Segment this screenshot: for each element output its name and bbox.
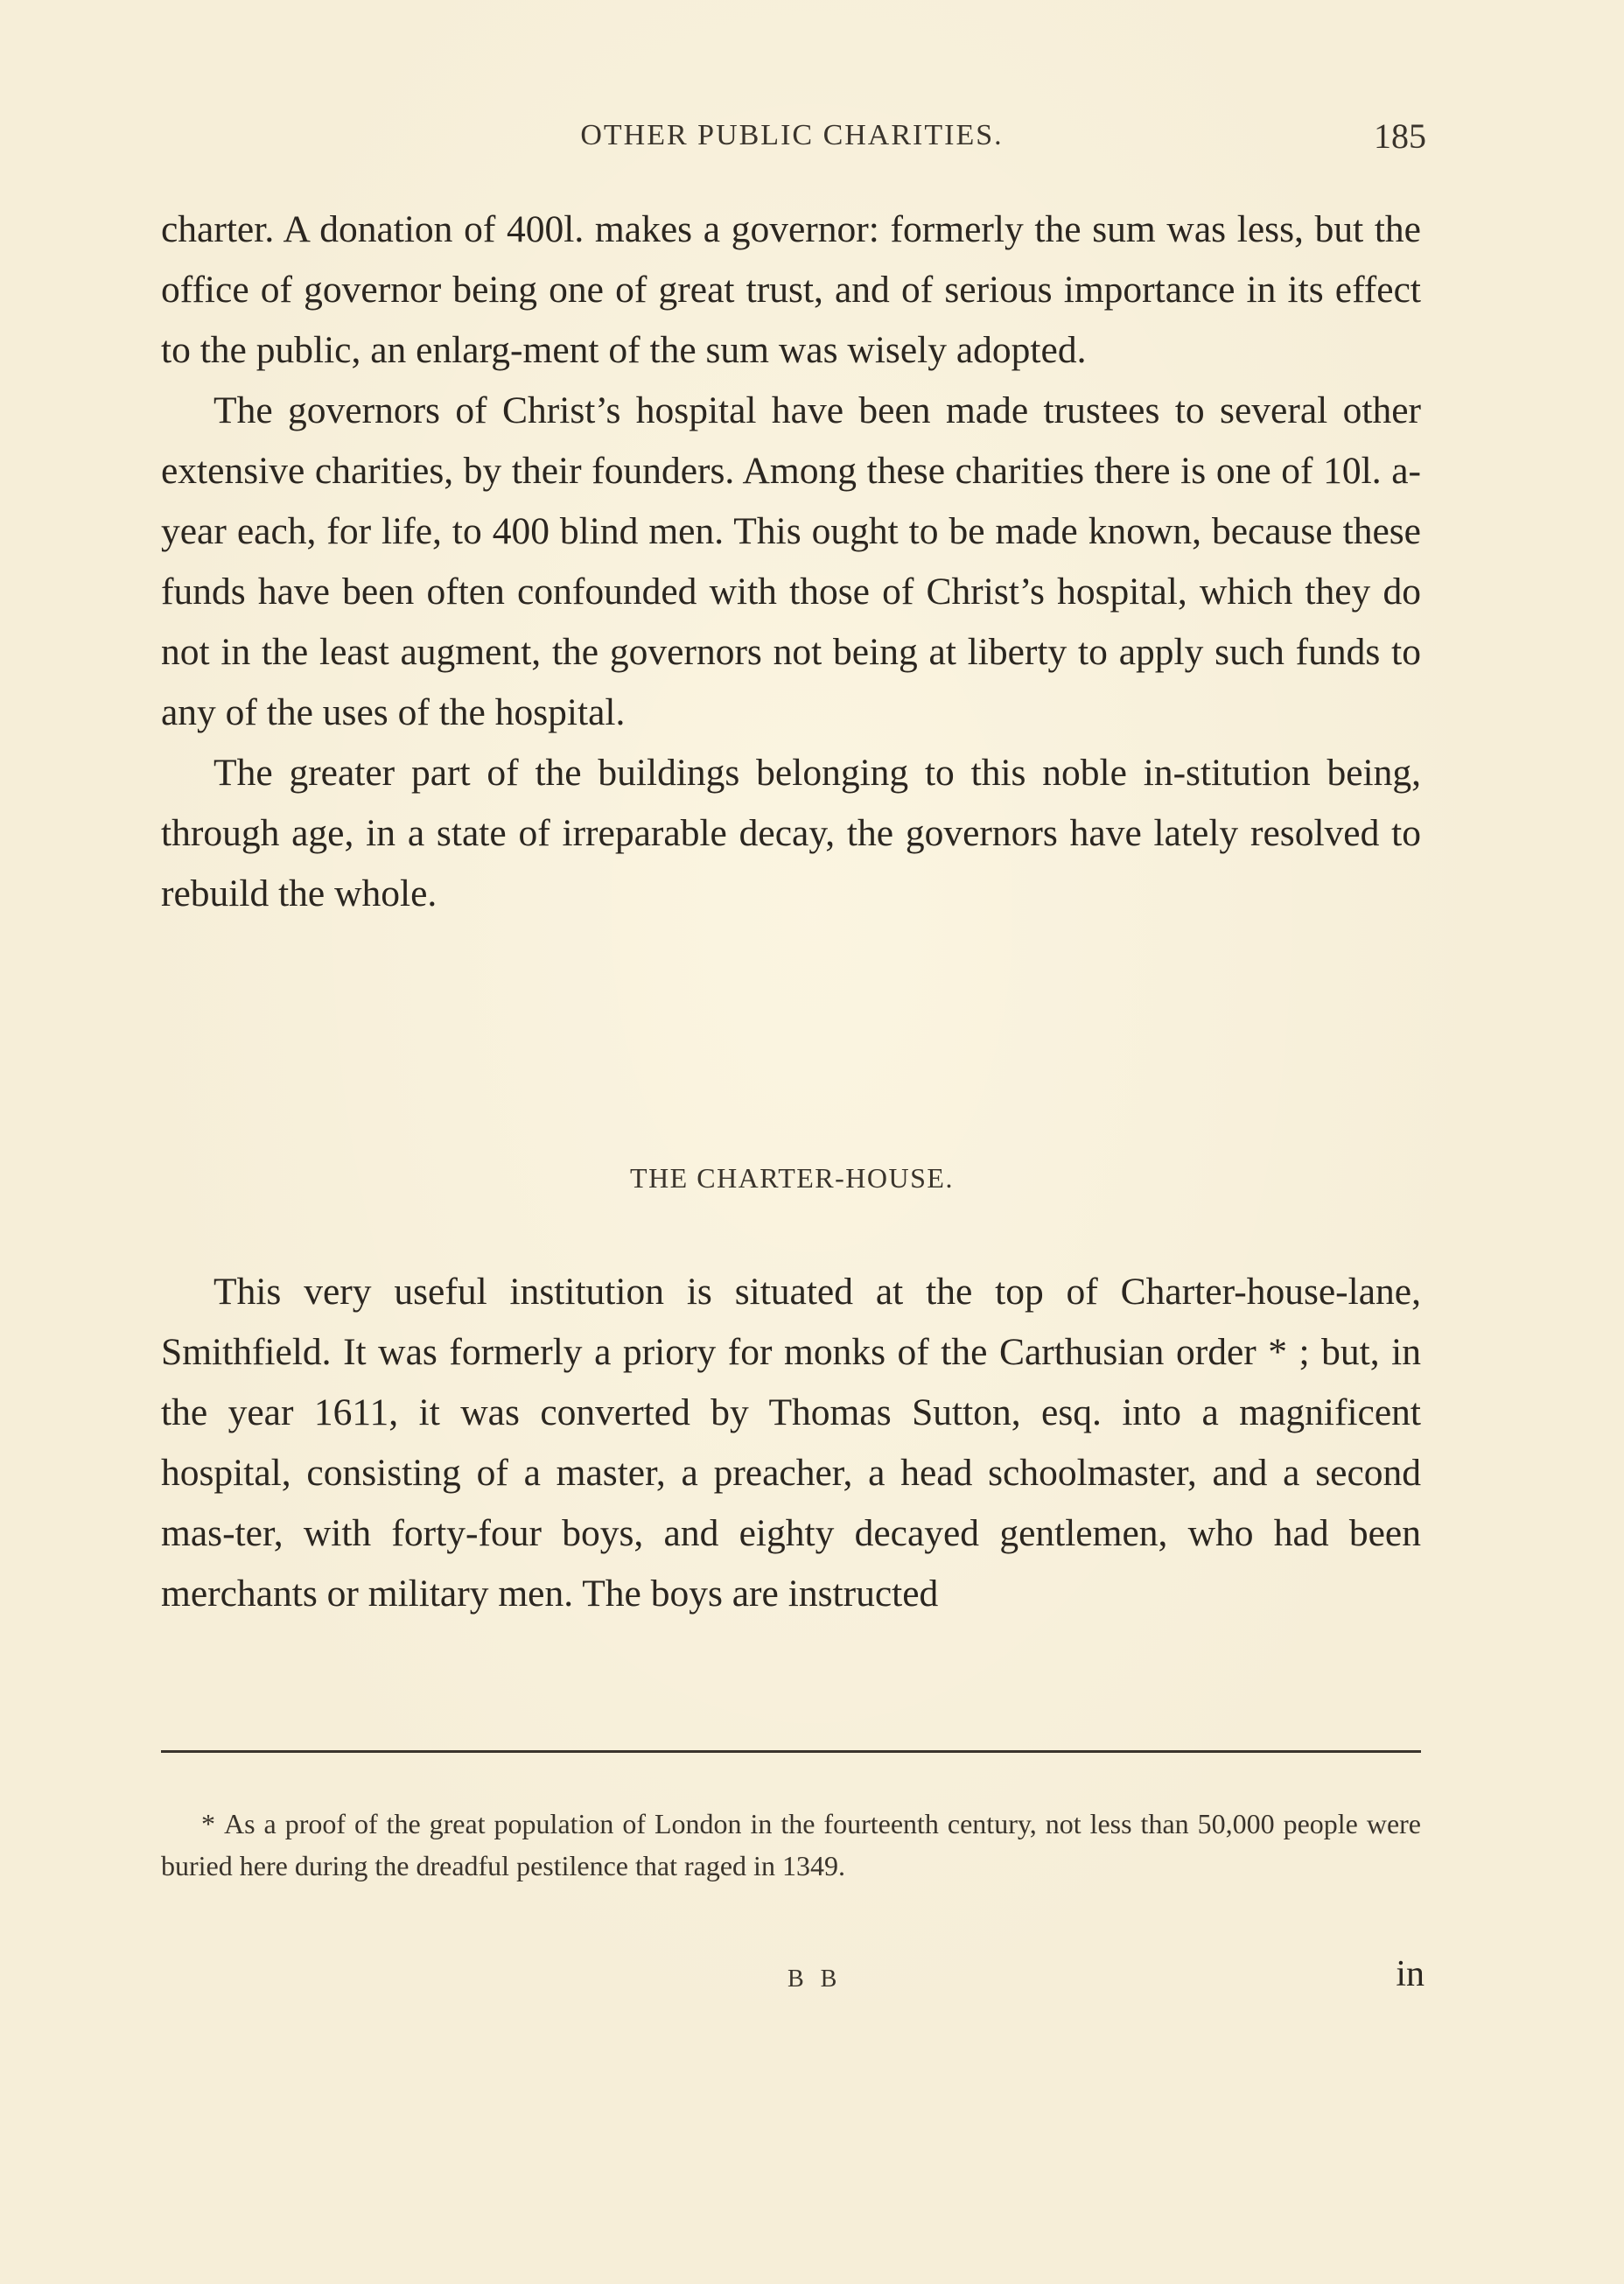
footnote-text: As a proof of the great population of London in the fourteenth century, not less than 50,000 people were buried here during the dreadful pestilence that raged in 1349. [161,1808,1421,1881]
paragraph: This very useful institution is situated at the top of Charter-house-lane, Smithfield. It was formerly a priory for monks of the Carthusian order * ; but, in the year 1611, it was converted by Thomas Sutton, esq. into a magnificent hospital, consisting of a master, a preacher, a head schoolmaster, and a second mas-ter, with forty-four boys, and eighty decayed gentlemen, who had been merchants or military men. The boys are instructed [161,1271,1421,1615]
section-charities-text [161,200,1421,924]
section-heading: THE CHARTER-HOUSE. [630,1162,954,1194]
paragraph: The greater part of the buildings belonging to this noble in-stitution being, through age, in a state of irreparable decay, the governors have lately resolved to rebuild the whole. [161,752,1421,914]
footnote-rule [161,1750,1421,1753]
page-number: 185 [1374,116,1426,156]
paragraph: The governors of Christ’s hospital have been made trustees to several other extensive charities, by their founders. Among these charities there is one of 10l. a-year each, for life, to 400 blind men. This ought to be made known, because these funds have been often confounded with those of Christ’s hospital, which they do not in the least augment, the governors not being at liberty to apply such funds to any of the uses of the hospital. [161,389,1421,733]
footnote [161,1803,1421,1887]
catchword: in [1396,1954,1424,1994]
footnote-mark: * [201,1808,215,1839]
running-head [158,114,1426,166]
section-charter-house-text [161,1262,1421,1624]
running-title: OTHER PUBLIC CHARITIES. [580,119,1004,151]
signature-mark: B B [788,1965,843,1993]
paragraph: charter. A donation of 400l. makes a governor: formerly the sum was less, but the office of governor being one of great trust, and of serious importance in its effect to the public, an enlarg-ment of the sum was wisely adopted. [161,208,1421,371]
